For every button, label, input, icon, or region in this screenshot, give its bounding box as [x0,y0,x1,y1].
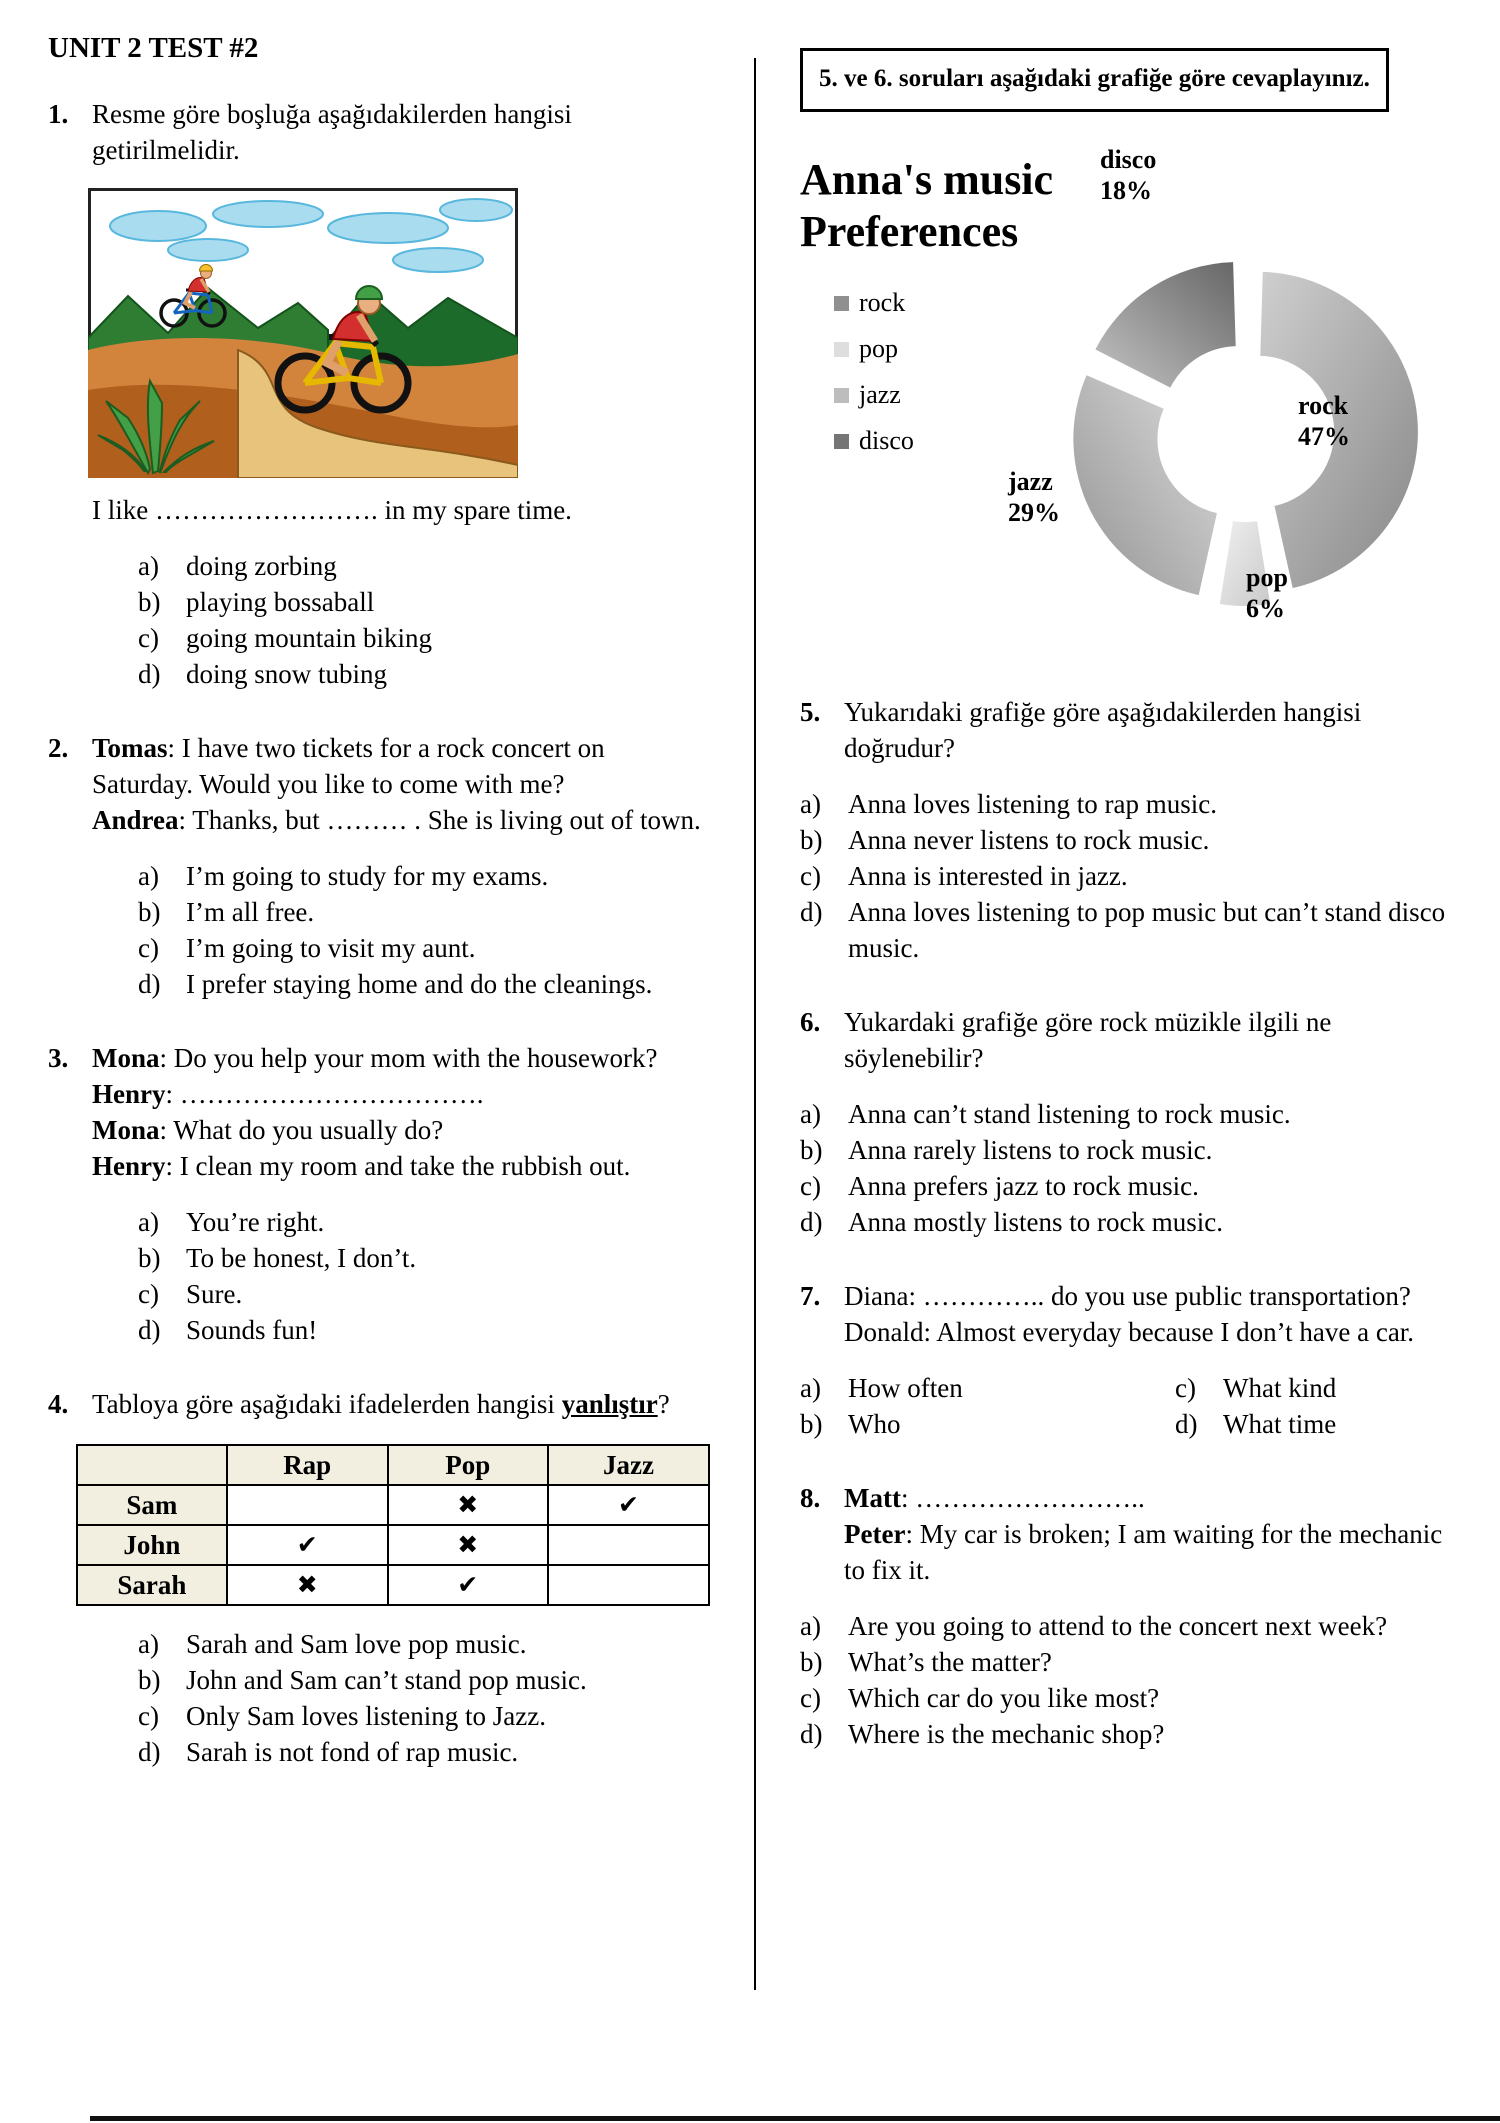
option-c [800,1680,1464,1716]
donut-slice-jazz [1073,375,1217,595]
chart-label-pop [1246,562,1288,624]
option-d [1175,1406,1464,1442]
option-b [800,1132,1464,1168]
dialogue-text: : Do you help your mom with the housework? [159,1043,658,1073]
legend-swatch-jazz-icon [834,388,849,403]
option-letter: b) [138,1243,161,1273]
option-letter: d) [138,659,161,689]
legend-label: rock [859,288,906,317]
question-7 [800,1278,1464,1442]
option-d [800,1716,1464,1752]
mark-cell: ✔ [388,1565,548,1605]
dialogue-line [92,1148,710,1184]
option-a [800,786,1464,822]
mountain-biking-image [88,188,710,478]
question-4-text-suffix: ? [657,1389,670,1419]
option-letter: c) [800,1683,821,1713]
option-c [800,1168,1464,1204]
question-5-options [800,786,1464,966]
legend-swatch-pop-icon [834,342,849,357]
speaker-name: Henry [92,1151,166,1181]
option-letter: c) [800,1171,821,1201]
question-8-options [800,1608,1464,1752]
mark-cell [227,1485,388,1525]
speaker-name: Peter [844,1519,906,1549]
row-name: Sam [77,1485,227,1525]
option-d [800,894,1464,966]
option-text: I’m going to study for my exams. [186,861,549,891]
legend-swatch-disco-icon [834,434,849,449]
option-b [800,1406,1175,1442]
legend-label: jazz [859,380,901,409]
question-4-number: 4. [48,1389,69,1419]
option-letter: c) [800,861,821,891]
dialogue-line [92,1112,710,1148]
option-letter: b) [138,897,161,927]
question-5 [800,694,1464,966]
legend-label: pop [859,334,898,363]
legend-item-disco [834,418,914,464]
option-d [800,1204,1464,1240]
table-corner-cell [77,1445,227,1485]
mark-cell [548,1525,709,1565]
option-letter: a) [800,1099,821,1129]
chart-legend [834,280,914,464]
option-text: doing zorbing [186,551,337,581]
question-4-emphasis: yanlıştır [561,1389,658,1419]
chart-title-line1: Anna's music [800,155,1054,204]
option-text: Anna loves listening to pop music but can’t stand disco music. [848,897,1446,963]
question-2-options [138,858,710,1002]
chart-title-line2: Preferences [800,207,1019,256]
page-title: UNIT 2 TEST #2 [48,32,259,64]
legend-label: disco [859,426,914,455]
option-letter: b) [800,1647,823,1677]
speaker-name: Tomas [92,733,168,763]
question-4 [48,1386,710,1770]
option-c [138,620,710,656]
option-letter: a) [800,1611,821,1641]
option-text: John and Sam can’t stand pop music. [186,1665,587,1695]
option-letter: c) [138,1701,159,1731]
question-8-number: 8. [800,1483,821,1513]
speaker-name: Andrea [92,805,179,835]
dialogue-text: : I clean my room and take the rubbish out. [165,1151,631,1181]
left-column [48,30,710,1808]
option-letter: d) [800,1207,823,1237]
option-text: What time [1223,1409,1337,1439]
option-b [138,584,710,620]
option-text: I’m all free. [186,897,315,927]
question-7-dialogue [844,1278,1464,1350]
option-text: To be honest, I don’t. [186,1243,417,1273]
option-letter: c) [138,933,159,963]
question-1-stem: I like ……………………. in my spare time. [92,495,572,525]
table-header-pop: Pop [388,1445,548,1485]
option-letter: a) [138,551,159,581]
table-header-row [77,1445,709,1485]
legend-swatch-rock-icon [834,296,849,311]
option-letter: d) [138,1737,161,1767]
option-text: You’re right. [186,1207,325,1237]
dialogue-line [92,1076,710,1112]
question-6-options [800,1096,1464,1240]
chart-label-pct: 6% [1246,594,1285,623]
table-row [77,1485,709,1525]
option-letter: d) [138,1315,161,1345]
speaker-name: Mona [92,1043,160,1073]
legend-item-rock [834,280,914,326]
option-text: Sure. [186,1279,243,1309]
mark-cell: ✔ [548,1485,709,1525]
option-text: Sarah and Sam love pop music. [186,1629,527,1659]
option-letter: b) [800,1135,823,1165]
row-name: Sarah [77,1565,227,1605]
option-c [138,930,710,966]
question-1-number: 1. [48,99,69,129]
question-1-text: Resme göre boşluğa aşağıdakilerden hangisi getirilmelidir. [92,99,572,165]
dialogue-line: Donald: Almost everyday because I don’t have a car. [844,1317,1415,1347]
row-name: John [77,1525,227,1565]
question-2 [48,730,710,1002]
mark-cell: ✔ [227,1525,388,1565]
column-divider [754,58,756,1990]
option-text: What’s the matter? [848,1647,1052,1677]
donut-slice-disco [1095,262,1235,388]
option-text: Which car do you like most? [848,1683,1160,1713]
music-preferences-chart [800,138,1464,660]
dialogue-text: : My car is broken; I am waiting for the mechanic to fix it. [844,1519,1443,1585]
option-c [800,858,1464,894]
question-8-dialogue [844,1480,1464,1588]
option-text: Anna is interested in jazz. [848,861,1128,891]
question-3-number: 3. [48,1043,69,1073]
chart-title [800,154,1053,258]
option-b [138,1240,710,1276]
table-row [77,1525,709,1565]
option-letter: b) [138,587,161,617]
option-text: Sounds fun! [186,1315,318,1345]
chart-label-jazz [1008,466,1060,528]
option-a [138,1626,710,1662]
question-3-dialogue [92,1040,710,1184]
page-bottom-rule [90,2116,1500,2121]
chart-label-name: disco [1100,145,1157,174]
option-text: How often [848,1373,963,1403]
option-text: I prefer staying home and do the cleanings. [186,969,653,999]
option-letter: a) [800,1373,821,1403]
option-letter: a) [138,861,159,891]
option-c [138,1698,710,1734]
question-6-text: Yukardaki grafiğe göre rock müzikle ilgili ne söylenebilir? [844,1007,1332,1073]
question-4-text [92,1386,710,1422]
dialogue-line: Diana: ………….. do you use public transportation? [844,1281,1411,1311]
option-d [138,1312,710,1348]
chart-label-name: pop [1246,563,1288,592]
option-letter: a) [800,789,821,819]
dialogue-text: : …………………….. [900,1483,1145,1513]
option-letter: a) [138,1207,159,1237]
option-b [800,1644,1464,1680]
dialogue-text: : What do you usually do? [159,1115,444,1145]
option-d [138,656,710,692]
option-c [138,1276,710,1312]
chart-instruction-box: 5. ve 6. soruları aşağıdaki grafiğe göre cevaplayınız. [800,48,1389,112]
speaker-name: Henry [92,1079,166,1109]
question-4-text-prefix: Tabloya göre aşağıdaki ifadelerden hangisi [92,1389,562,1419]
right-column [800,48,1464,1790]
option-a [138,858,710,894]
option-text: Anna rarely listens to rock music. [848,1135,1213,1165]
option-text: going mountain biking [186,623,432,653]
dialogue-line [844,1480,1464,1516]
chart-label-name: rock [1298,391,1349,420]
option-b [138,1662,710,1698]
question-1-options [138,548,710,692]
dialogue-text: : Thanks, but ……… . She is living out of town. [178,805,701,835]
option-text: Anna prefers jazz to rock music. [848,1171,1199,1201]
table-header-rap: Rap [227,1445,388,1485]
option-c [1175,1370,1464,1406]
option-text: Anna never listens to rock music. [848,825,1210,855]
table-row [77,1565,709,1605]
option-letter: b) [800,825,823,855]
chart-label-pct: 18% [1100,176,1152,205]
option-a [800,1096,1464,1132]
option-a [800,1608,1464,1644]
option-text: Anna can’t stand listening to rock music. [848,1099,1291,1129]
option-text: Anna loves listening to rap music. [848,789,1217,819]
music-preferences-table [76,1444,710,1606]
option-letter: d) [800,897,823,927]
option-text: Where is the mechanic shop? [848,1719,1165,1749]
option-letter: d) [138,969,161,999]
question-6 [800,1004,1464,1240]
option-text: Who [848,1409,901,1439]
question-1 [48,96,710,692]
mark-cell: ✖ [388,1525,548,1565]
speaker-name: Mona [92,1115,160,1145]
mark-cell: ✖ [388,1485,548,1525]
option-text: Only Sam loves listening to Jazz. [186,1701,546,1731]
option-text: Anna mostly listens to rock music. [848,1207,1223,1237]
option-text: What kind [1223,1373,1337,1403]
mark-cell [548,1565,709,1605]
option-letter: b) [800,1409,823,1439]
option-b [800,822,1464,858]
option-letter: c) [1175,1373,1196,1403]
option-letter: d) [800,1719,823,1749]
option-a [800,1370,1175,1406]
question-3-options [138,1204,710,1348]
speaker-name: Matt [844,1483,901,1513]
dialogue-line [844,1516,1464,1588]
option-text: I’m going to visit my aunt. [186,933,476,963]
mark-cell: ✖ [227,1565,388,1605]
dialogue-line [92,802,710,838]
chart-label-name: jazz [1008,467,1053,496]
option-text: playing bossaball [186,587,375,617]
chart-label-pct: 29% [1008,498,1060,527]
legend-item-pop [834,326,914,372]
question-6-number: 6. [800,1007,821,1037]
option-a [138,548,710,584]
question-8 [800,1480,1464,1752]
question-2-number: 2. [48,733,69,763]
option-letter: a) [138,1629,159,1659]
dialogue-line [92,1040,710,1076]
dialogue-text: : I have two tickets for a rock concert on Saturday. Would you like to come with me? [92,733,605,799]
option-b [138,894,710,930]
question-5-number: 5. [800,697,821,727]
question-3 [48,1040,710,1348]
chart-label-pct: 47% [1298,422,1350,451]
option-letter: d) [1175,1409,1198,1439]
question-5-text: Yukarıdaki grafiğe göre aşağıdakilerden hangisi doğrudur? [844,697,1362,763]
table-header-jazz: Jazz [548,1445,709,1485]
question-2-dialogue [92,730,710,838]
chart-label-rock [1298,390,1350,452]
option-text: Sarah is not fond of rap music. [186,1737,519,1767]
doughnut-chart [1065,253,1425,613]
dialogue-line [92,730,710,802]
question-7-options [800,1370,1464,1442]
question-7-number: 7. [800,1281,821,1311]
option-d [138,966,710,1002]
option-d [138,1734,710,1770]
option-letter: c) [138,1279,159,1309]
option-letter: c) [138,623,159,653]
legend-item-jazz [834,372,914,418]
chart-label-disco [1100,144,1156,206]
dialogue-text: : ……………………………. [165,1079,484,1109]
option-text: Are you going to attend to the concert next week? [848,1611,1388,1641]
option-a [138,1204,710,1240]
question-4-options [138,1626,710,1770]
option-letter: b) [138,1665,161,1695]
option-text: doing snow tubing [186,659,388,689]
